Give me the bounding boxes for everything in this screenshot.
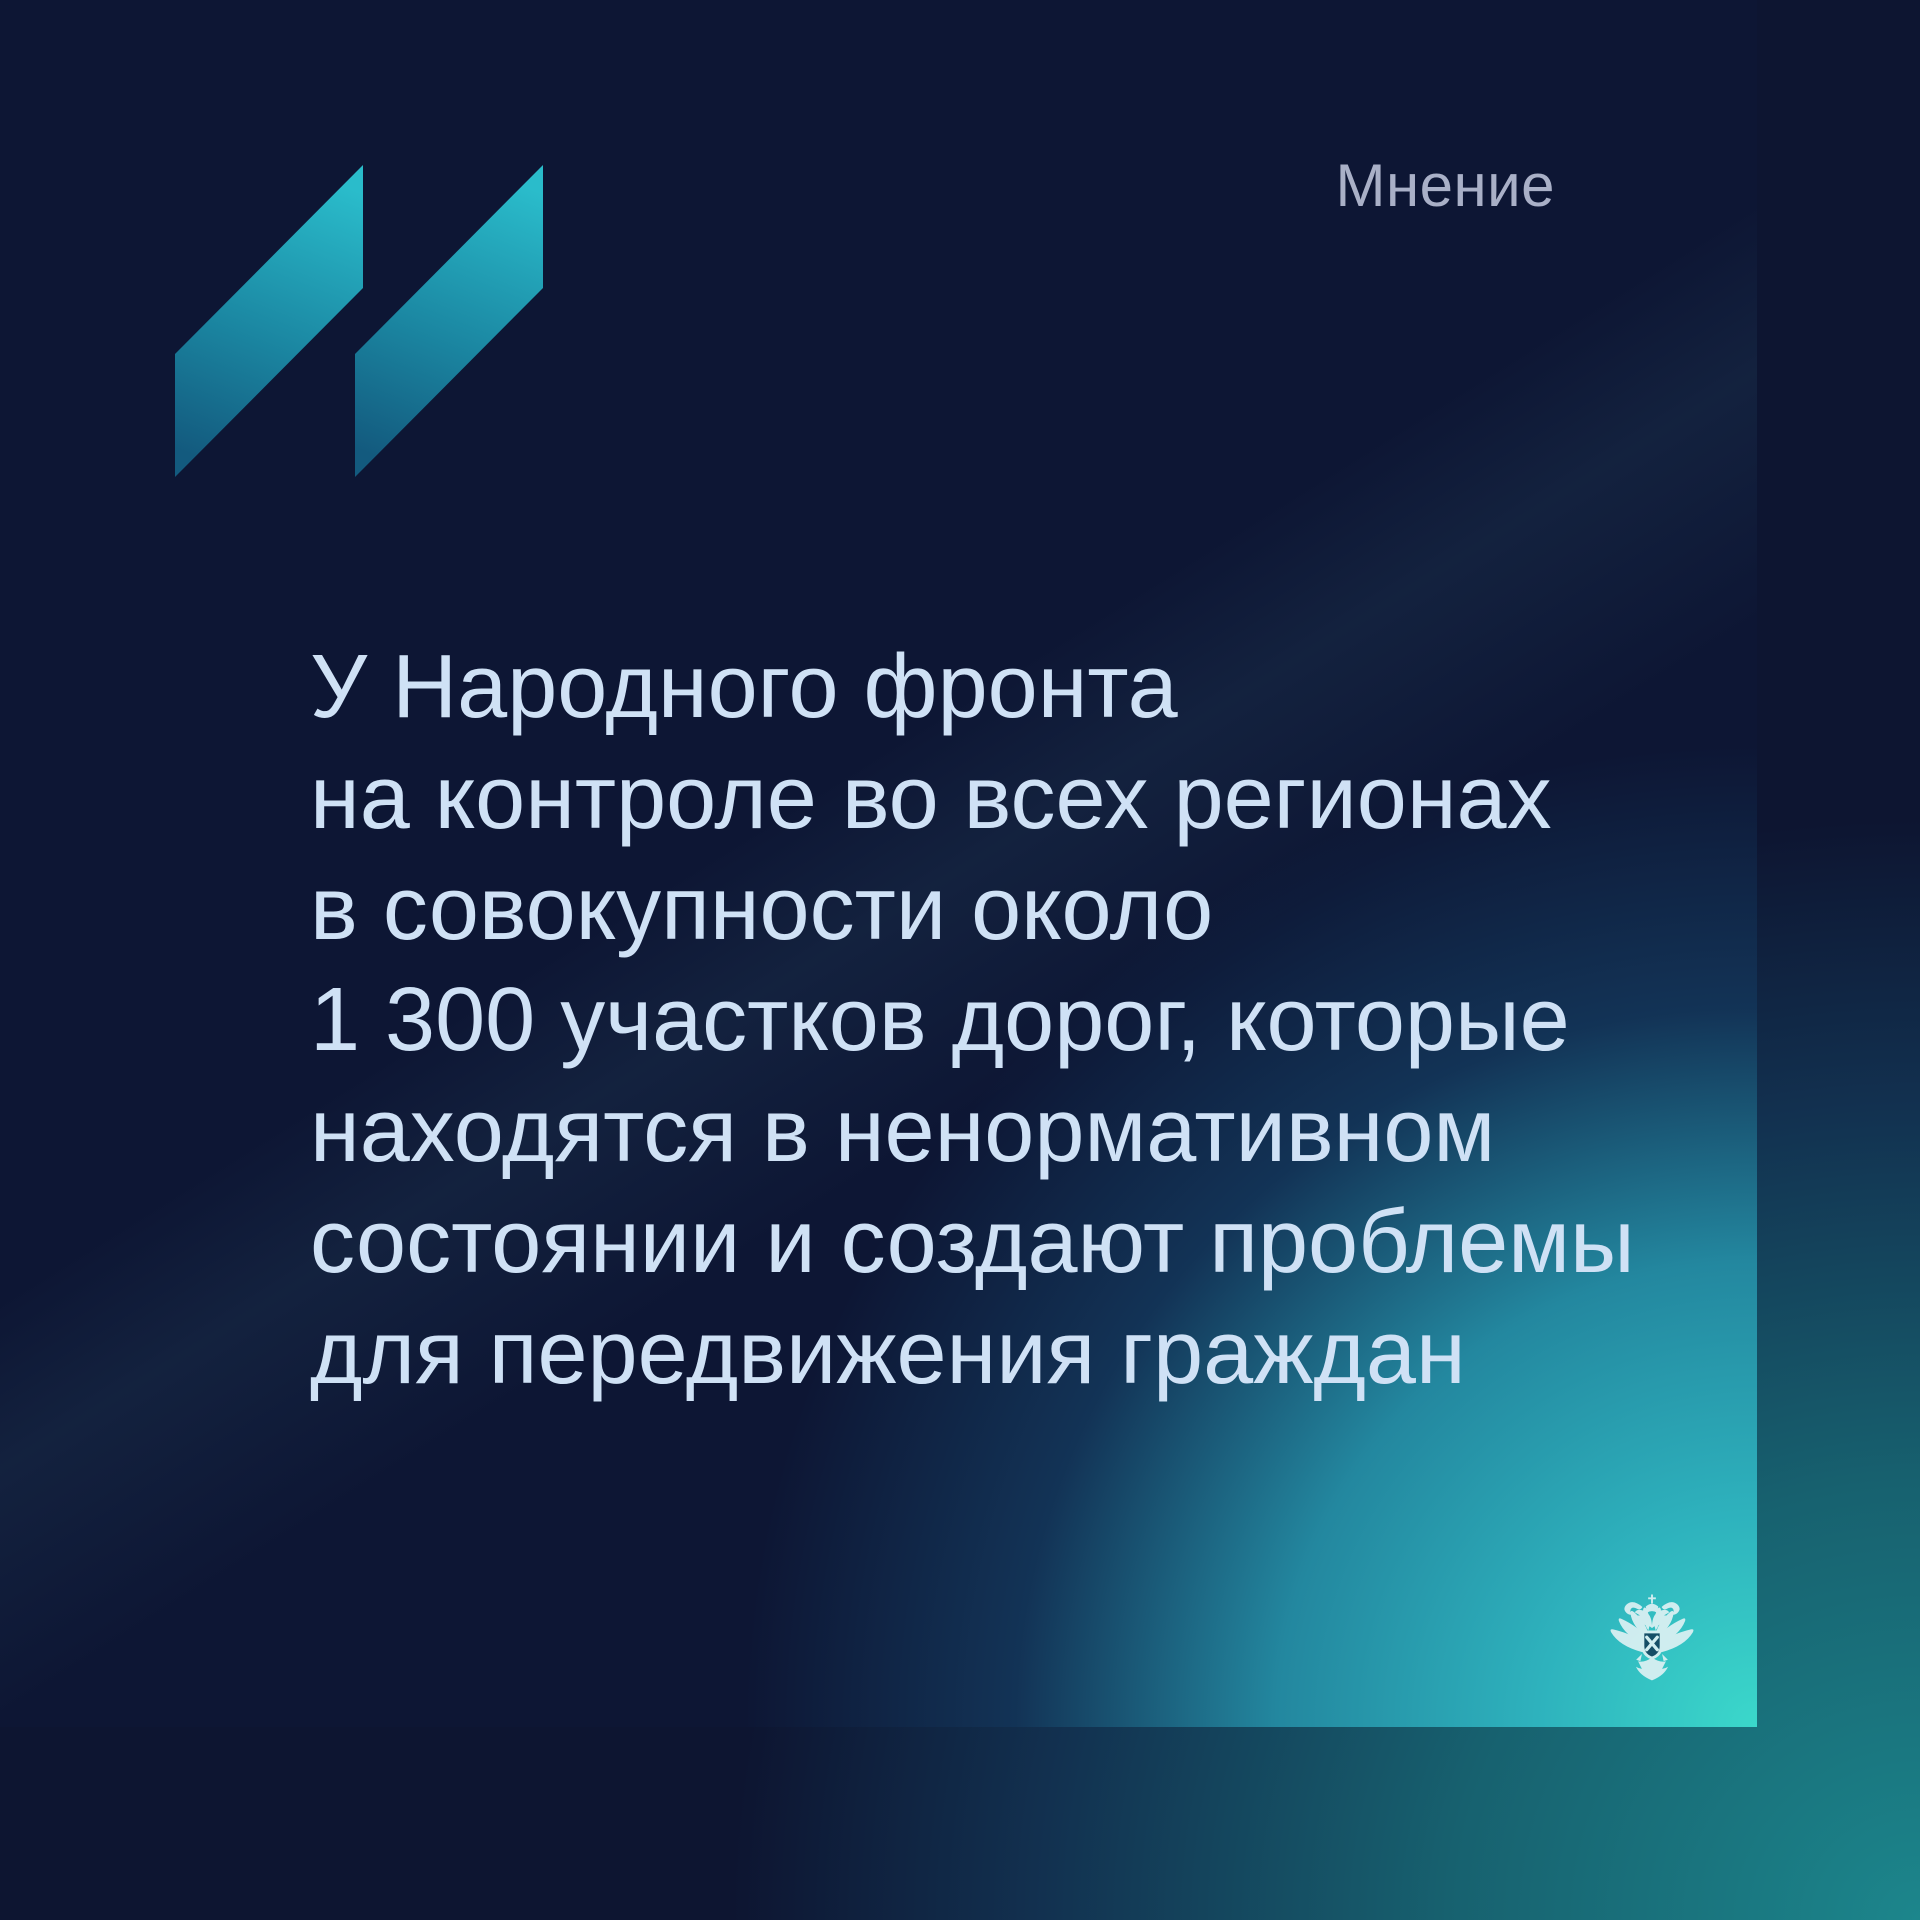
quote-line: в совокупности около — [310, 859, 1214, 959]
quote-text — [310, 632, 1670, 1409]
category-label: Мнение — [1335, 152, 1555, 219]
quote-line: У Народного фронта — [310, 637, 1178, 737]
quote-line: для передвижения граждан — [310, 1303, 1466, 1403]
quote-slash-right — [355, 165, 543, 477]
quote-slash-left — [175, 165, 363, 477]
quote-line: находятся в ненормативном — [310, 1081, 1496, 1181]
quote-line: состоянии и создают проблемы — [310, 1192, 1635, 1292]
double-quote-slashes-icon — [175, 165, 543, 477]
quote-line: 1 300 участков дорог, которые — [310, 970, 1570, 1070]
quote-line: на контроле во всех регионах — [310, 748, 1552, 848]
double-headed-eagle-icon — [1604, 1594, 1700, 1690]
